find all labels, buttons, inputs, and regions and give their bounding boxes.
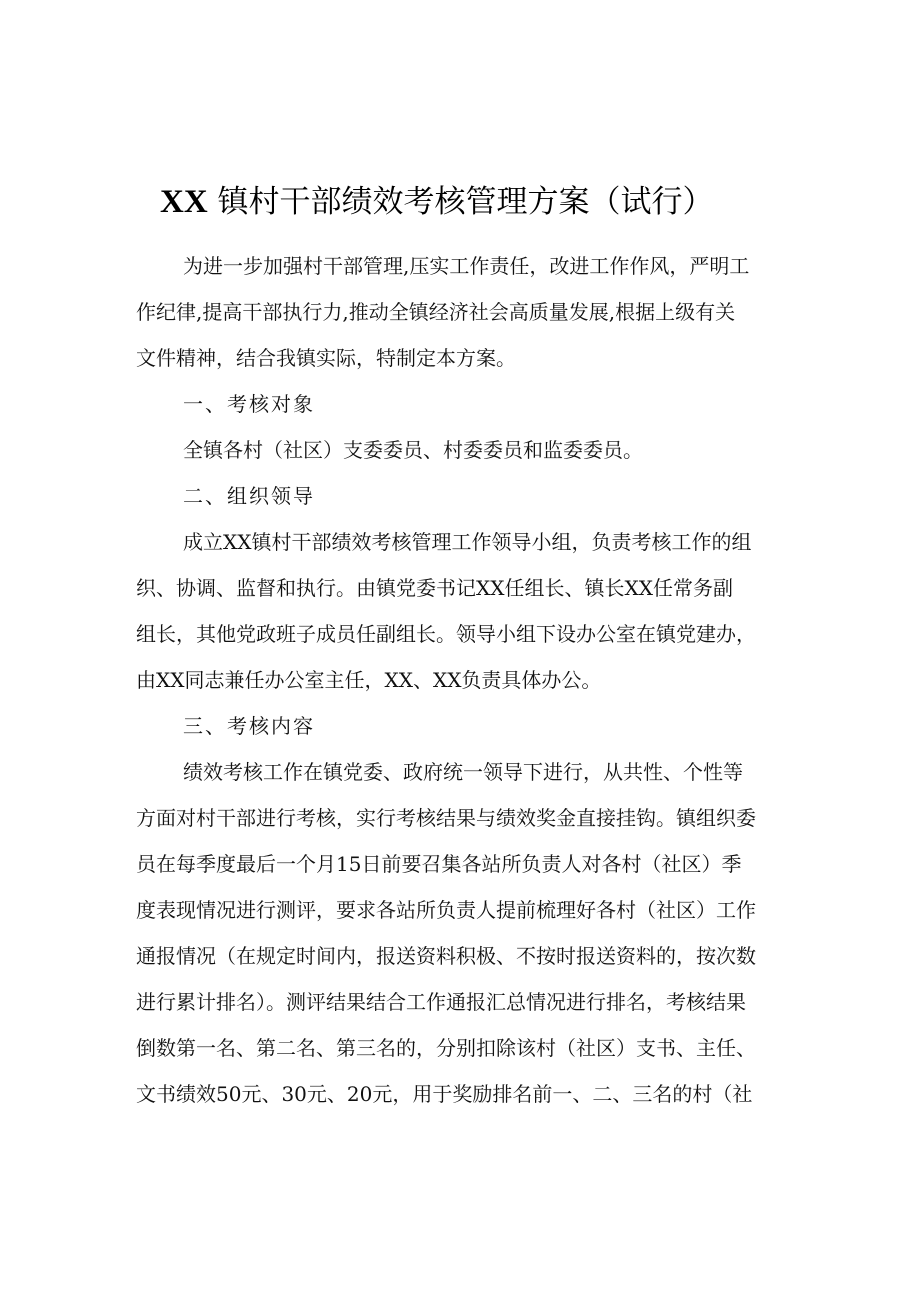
paragraph-line: 员在每季度最后一个月15日前要召集各站所负责人对各村（社区）季 xyxy=(136,852,742,876)
paragraph-line: 度表现情况进行测评，要求各站所负责人提前梳理好各村（社区）工作 xyxy=(136,898,756,922)
paragraph-line: 文书绩效50元、30元、20元，用于奖励排名前一、二、三名的村（社 xyxy=(136,1082,753,1106)
paragraph-line: 文件精神，结合我镇实际，特制定本方案。 xyxy=(136,346,516,370)
paragraph-line: 为进一步加强村干部管理,压实工作责任，改进工作作风，严明工 xyxy=(183,254,750,278)
paragraph-line: 通报情况（在规定时间内，报送资料积极、不按时报送资料的，按次数 xyxy=(136,944,756,968)
section-heading: 三、考核内容 xyxy=(183,714,315,738)
paragraph-line: 织、协调、监督和执行。由镇党委书记XX任组长、镇长XX任常务副 xyxy=(136,576,733,600)
section-heading: 一、考核对象 xyxy=(183,392,315,416)
paragraph-line: 组长，其他党政班子成员任副组长。领导小组下设办公室在镇党建办， xyxy=(136,622,756,646)
section-heading: 二、组织领导 xyxy=(183,484,315,508)
paragraph-line: 作纪律,提高干部执行力,推动全镇经济社会高质量发展,根据上级有关 xyxy=(136,300,736,324)
paragraph-line: 方面对村干部进行考核，实行考核结果与绩效奖金直接挂钩。镇组织委 xyxy=(136,806,756,830)
paragraph-line: 绩效考核工作在镇党委、政府统一领导下进行，从共性、个性等 xyxy=(183,760,743,784)
title-text: 镇村干部绩效考核管理方案（试行） xyxy=(217,184,714,220)
paragraph-line: 由XX同志兼任办公室主任，XX、XX负责具体办公。 xyxy=(136,668,602,692)
paragraph-line: 倒数第一名、第二名、第三名的，分别扣除该村（社区）支书、主任、 xyxy=(136,1036,756,1060)
document-title xyxy=(160,180,780,224)
paragraph-line: 全镇各村（社区）支委委员、村委委员和监委委员。 xyxy=(183,438,643,462)
paragraph-line: 成立XX镇村干部绩效考核管理工作领导小组，负责考核工作的组 xyxy=(183,530,752,554)
title-prefix: XX xyxy=(160,184,208,220)
paragraph-line: 进行累计排名）。测评结果结合工作通报汇总情况进行排名，考核结果 xyxy=(136,990,746,1014)
